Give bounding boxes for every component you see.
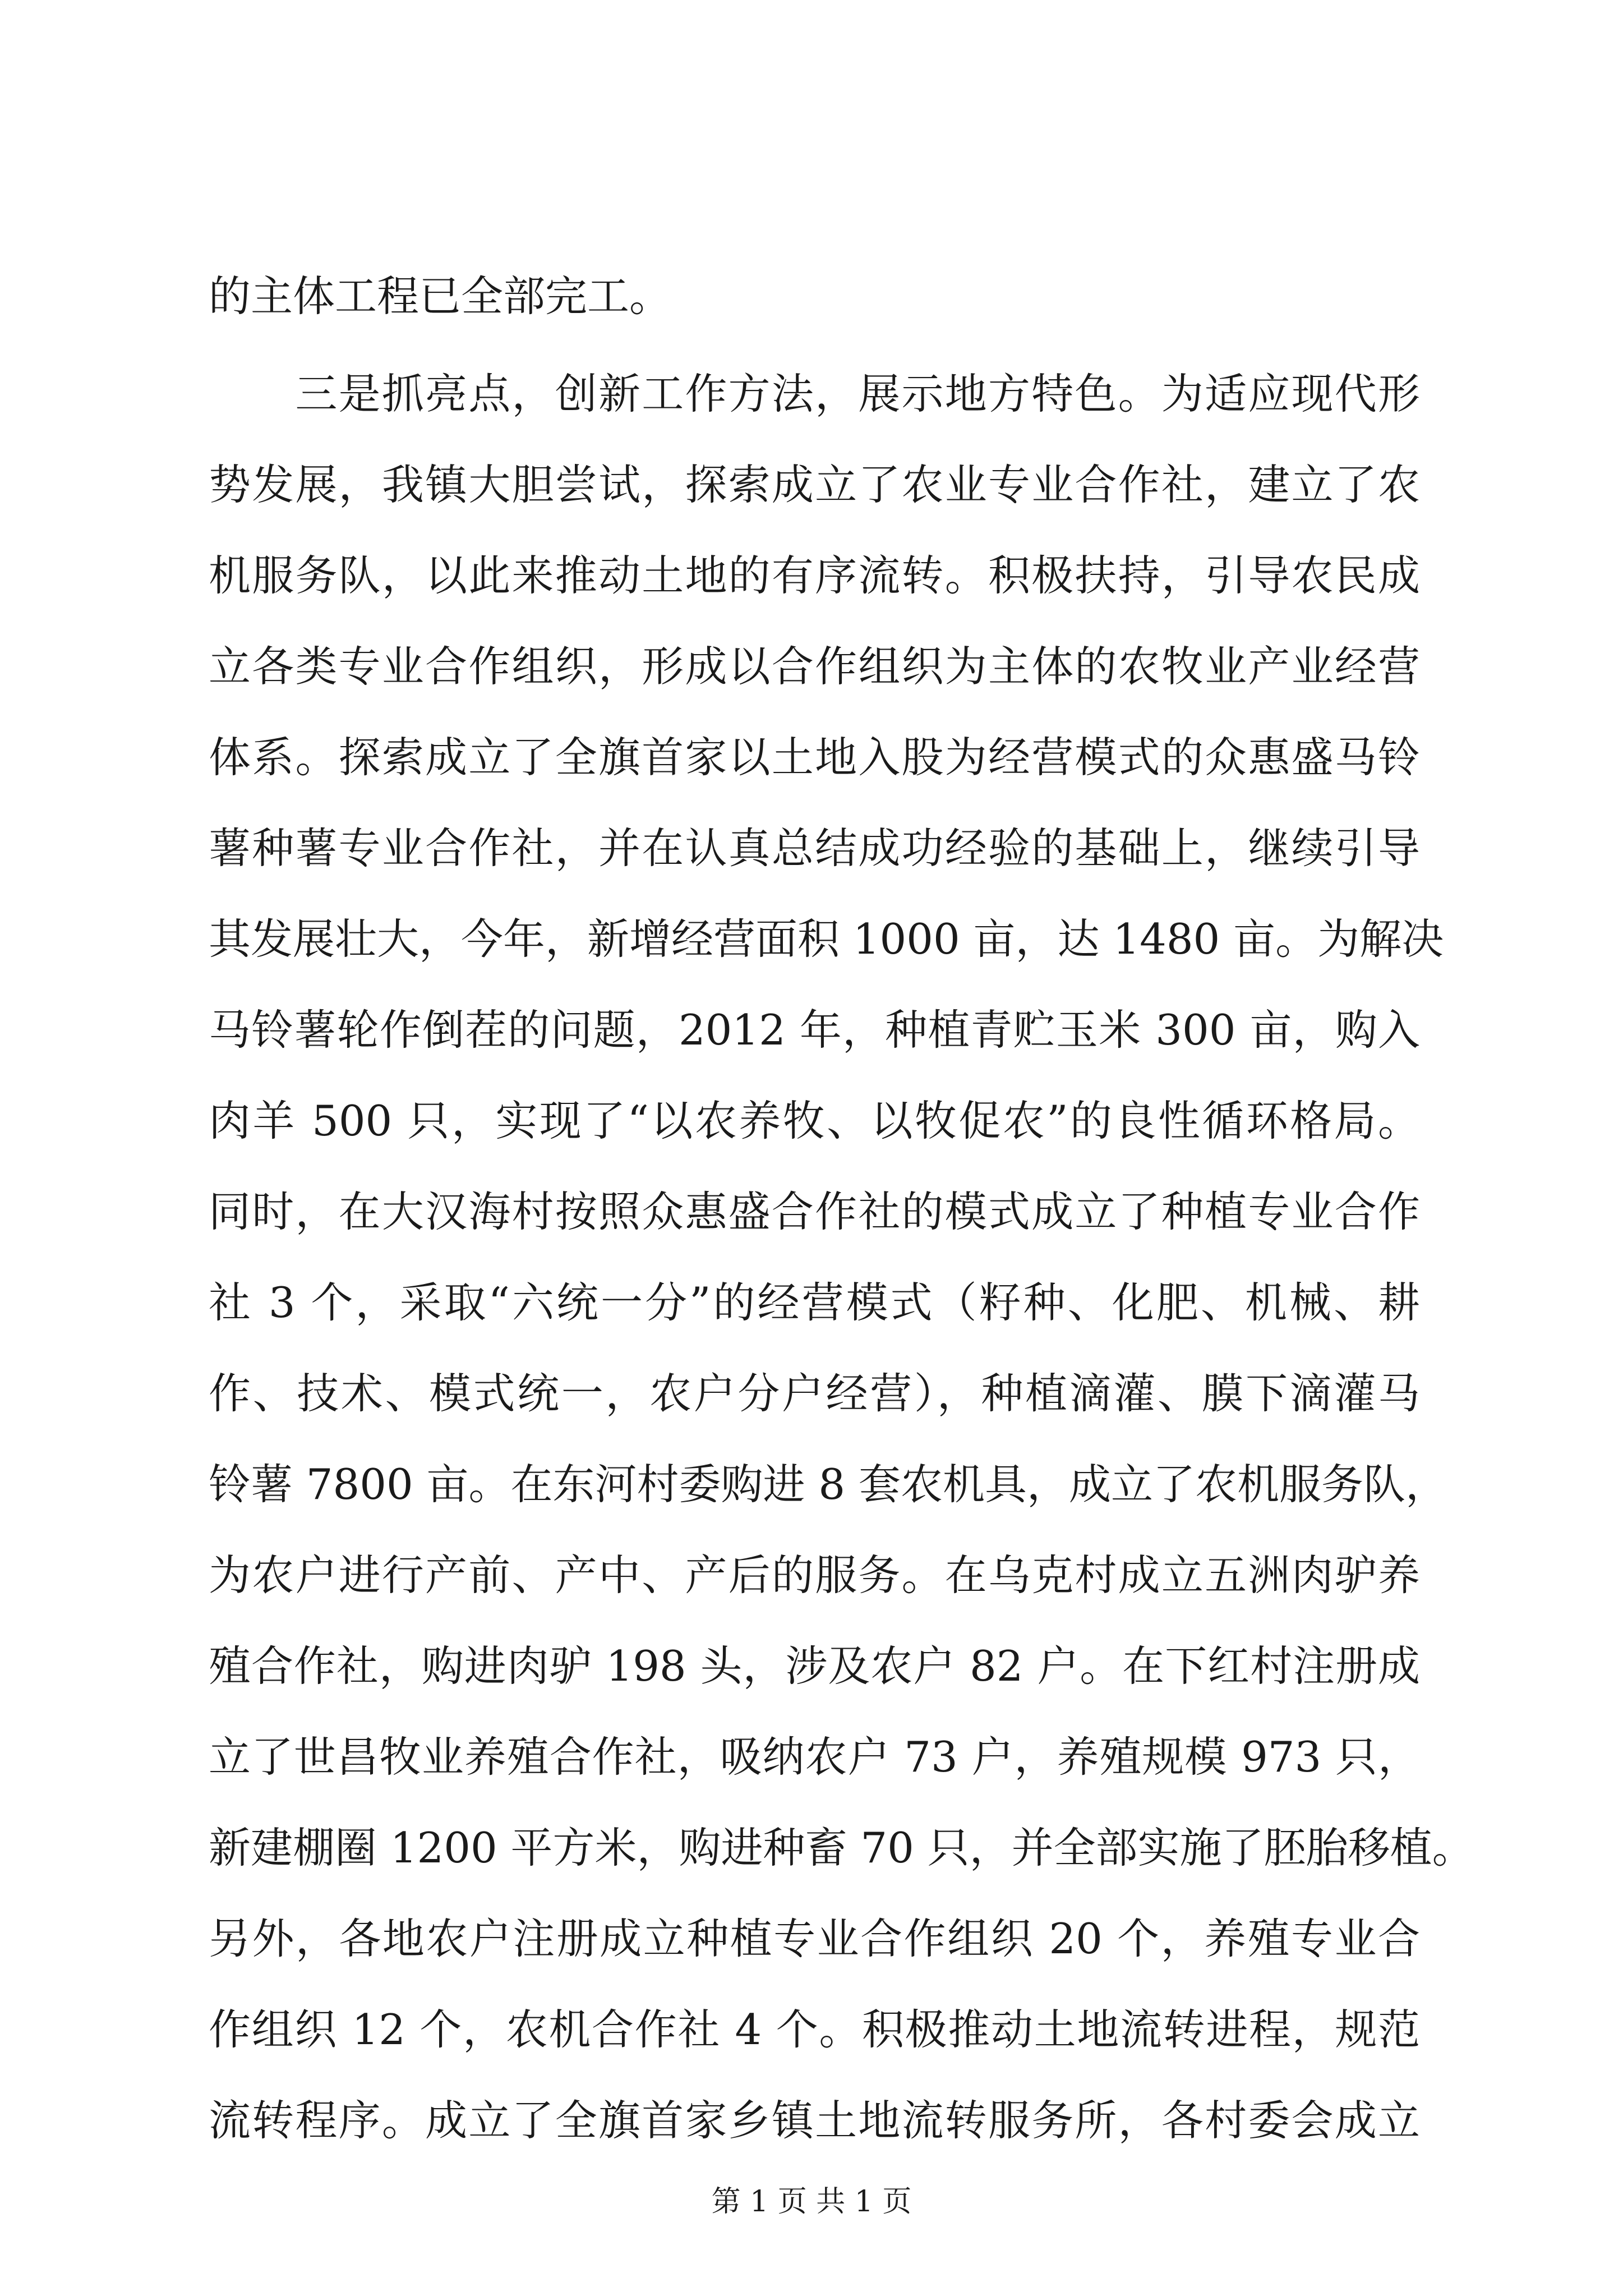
- text-line: 势发展，我镇大胆尝试，探索成立了农业专业合作社，建立了农: [209, 460, 1420, 509]
- text-line: 立各类专业合作组织，形成以合作组织为主体的农牧业产业经营: [209, 642, 1420, 691]
- text-line: 社 3 个，采取“六统一分”的经营模式（籽种、化肥、机械、耕: [209, 1278, 1420, 1327]
- text-line: 流转程序。成立了全旗首家乡镇土地流转服务所，各村委会成立: [209, 2096, 1420, 2145]
- text-line: 其发展壮大，今年，新增经营面积 1000 亩，达 1480 亩。为解决: [209, 914, 1444, 964]
- text-line: 同时，在大汉海村按照众惠盛合作社的模式成立了种植专业合作: [209, 1187, 1420, 1236]
- text-line: 的主体工程已全部完工。: [209, 272, 672, 321]
- text-line: 作、技术、模式统一，农户分户经营），种植滴灌、膜下滴灌马: [209, 1369, 1420, 1418]
- page-number: 第 1 页 共 1 页: [711, 2185, 912, 2219]
- text-line: 机服务队，以此来推动土地的有序流转。积极扶持，引导农民成: [209, 551, 1420, 600]
- text-line: 殖合作社，购进肉驴 198 头，涉及农户 82 户。在下红村注册成: [209, 1641, 1420, 1691]
- text-line: 为农户进行产前、产中、产后的服务。在乌克村成立五洲肉驴养: [209, 1550, 1420, 1600]
- text-line: 另外，各地农户注册成立种植专业合作组织 20 个，养殖专业合: [209, 1914, 1420, 1963]
- text-line: 三是抓亮点，创新工作方法，展示地方特色。为适应现代形: [209, 369, 1420, 418]
- text-line: 立了世昌牧业养殖合作社，吸纳农户 73 户，养殖规模 973 只，: [209, 1732, 1420, 1782]
- page-footer: [0, 2182, 1623, 2221]
- text-line: 肉羊 500 只，实现了“以农养牧、以牧促农”的良性循环格局。: [209, 1096, 1420, 1145]
- text-line: 新建棚圈 1200 平方米，购进种畜 70 只，并全部实施了胚胎移植。: [209, 1823, 1474, 1872]
- text-line: 体系。探索成立了全旗首家以土地入股为经营模式的众惠盛马铃: [209, 733, 1420, 782]
- text-line: 薯种薯专业合作社，并在认真总结成功经验的基础上，继续引导: [209, 823, 1420, 873]
- text-line: 马铃薯轮作倒茬的问题，2012 年，种植青贮玉米 300 亩，购入: [209, 1005, 1420, 1055]
- text-line: 作组织 12 个，农机合作社 4 个。积极推动土地流转进程，规范: [209, 2005, 1420, 2054]
- text-line: 铃薯 7800 亩。在东河村委购进 8 套农机具，成立了农机服务队，: [209, 1460, 1447, 1509]
